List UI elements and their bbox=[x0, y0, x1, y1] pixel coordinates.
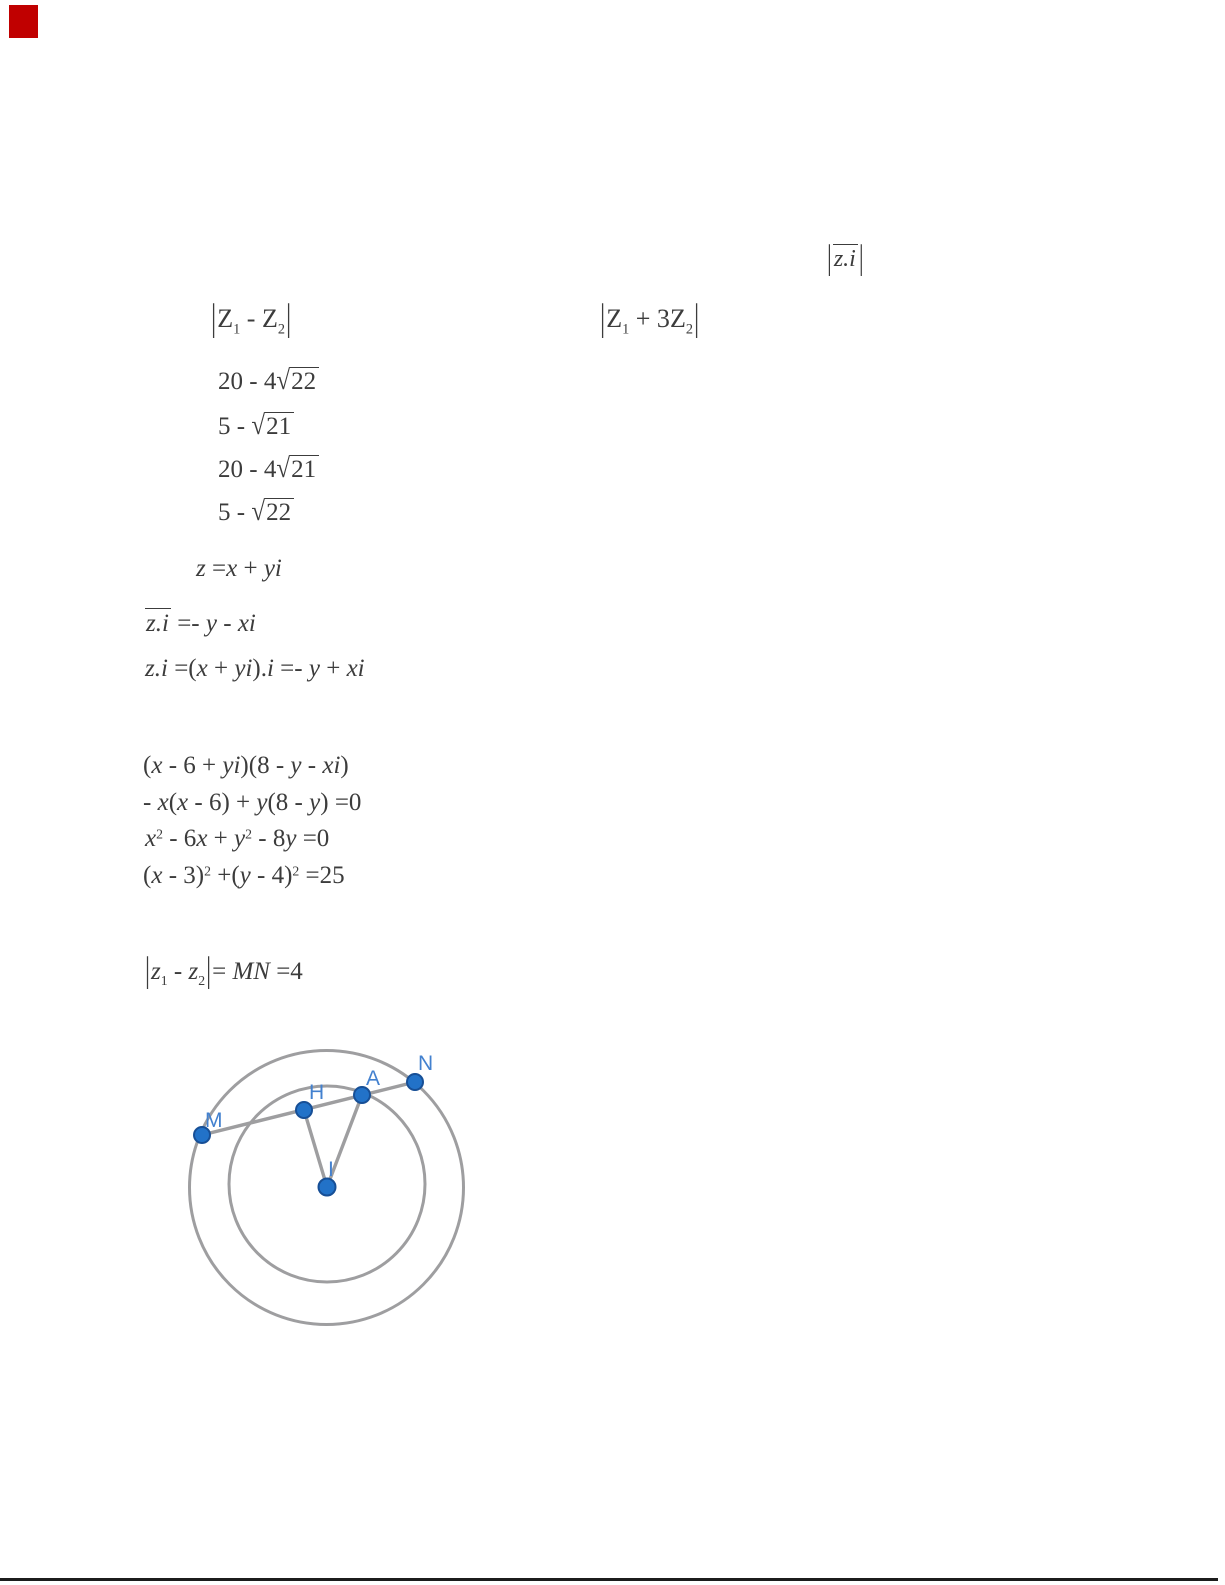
formula-product-expansion: (x - 6 + yi)(8 - y - xi) bbox=[143, 752, 349, 779]
formula-conjugate-zi: z.i =- y - xi bbox=[146, 610, 256, 637]
formula-modulus-equals-mn: $|z_1 - z_2|=$ MN =4 bbox=[145, 951, 303, 991]
red-corner-marker bbox=[9, 5, 38, 38]
label-N: N bbox=[418, 1052, 434, 1075]
formula-z-definition: z =x + yi bbox=[196, 555, 282, 582]
concentric-circles-diagram bbox=[160, 1040, 480, 1340]
option-20-minus-4root22: 20 - 4√22 bbox=[218, 366, 319, 397]
formula-real-part-zero: - x(x - 6) + y(8 - y) =0 bbox=[143, 789, 362, 816]
point-N bbox=[407, 1074, 423, 1090]
label-H: H bbox=[309, 1081, 325, 1104]
footer-rule bbox=[0, 1578, 1218, 1581]
point-I-center bbox=[319, 1179, 336, 1196]
formula-circle-equation: (x - 3)$^2$ +(y - 4)$^2$ =25 bbox=[143, 862, 345, 889]
formula-abs-z1-minus-z2: $|Z_1 - Z_2|$ bbox=[211, 296, 292, 339]
point-H bbox=[296, 1102, 312, 1118]
formula-abs-conjugate-zi: |z.i | bbox=[827, 239, 864, 278]
formula-quadratic: $x^2 - 6x + y^2 - 8y =0$ bbox=[145, 825, 330, 852]
formula-zi-expansion: z.i =(x + yi).i =- y + xi bbox=[145, 655, 365, 682]
label-M: M bbox=[205, 1109, 223, 1132]
label-A: A bbox=[366, 1067, 381, 1090]
option-5-minus-root21: 5 - √21 bbox=[218, 411, 294, 442]
formula-abs-z1-plus-3z2: $|Z_1 + 3Z_2|$ bbox=[600, 296, 700, 339]
option-20-minus-4root21: 20 - 4√21 bbox=[218, 454, 319, 485]
label-I: I bbox=[328, 1158, 334, 1181]
segment-IH bbox=[304, 1110, 327, 1187]
option-5-minus-root22: 5 - √22 bbox=[218, 497, 294, 528]
